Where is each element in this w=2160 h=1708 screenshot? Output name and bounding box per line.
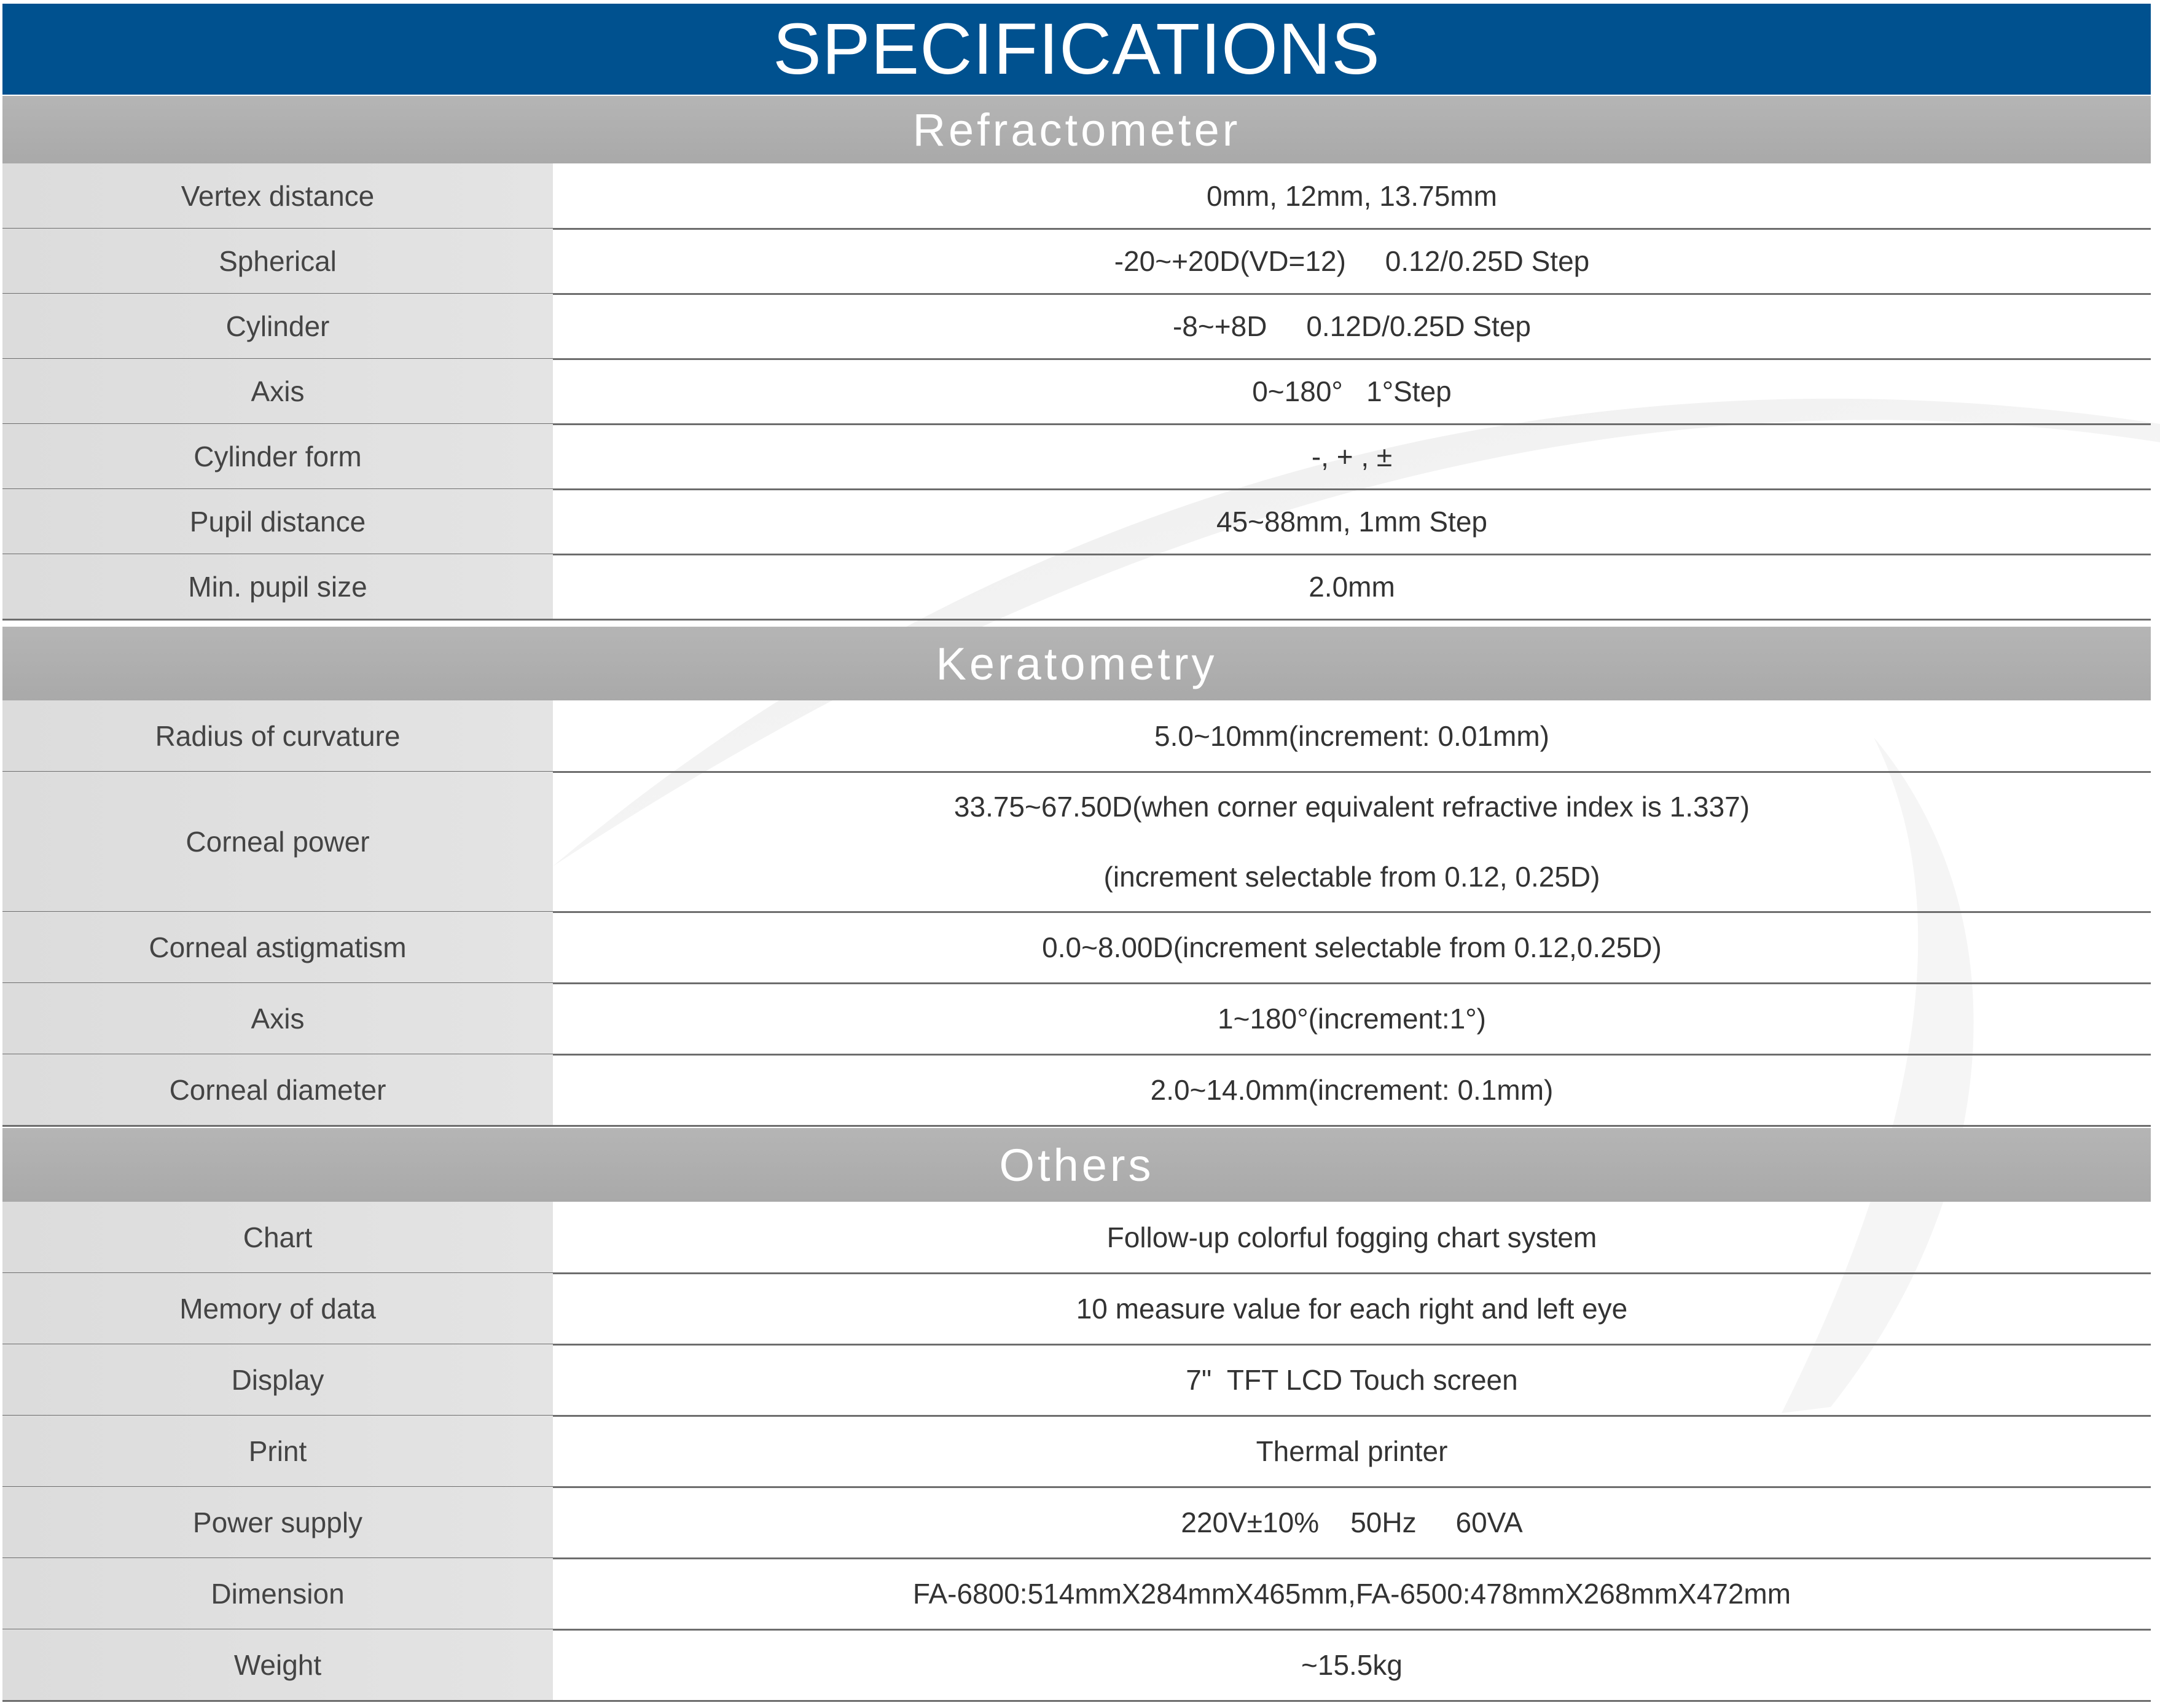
spec-value-line: 5.0~10mm(increment: 0.01mm) <box>1154 720 1549 752</box>
spec-value-line: 10 measure value for each right and left eye <box>1076 1293 1628 1325</box>
spec-row <box>2 1487 2151 1558</box>
spec-value <box>553 359 2151 424</box>
spec-row <box>2 983 2151 1054</box>
row-divider <box>2 1125 2151 1127</box>
spec-label: Memory of data <box>2 1273 553 1344</box>
spec-value-line: 2.0~14.0mm(increment: 0.1mm) <box>1150 1074 1554 1106</box>
spec-value-line: Thermal printer <box>1256 1435 1448 1467</box>
spec-value <box>553 912 2151 983</box>
spec-value <box>553 554 2151 619</box>
spec-label: Radius of curvature <box>2 700 553 772</box>
spec-label: Vertex distance <box>2 163 553 229</box>
spec-value <box>553 1054 2151 1126</box>
spec-row <box>2 1629 2151 1701</box>
spec-label: Weight <box>2 1629 553 1701</box>
spec-row <box>2 1416 2151 1487</box>
spec-value <box>553 1558 2151 1629</box>
spec-label: Corneal diameter <box>2 1054 553 1126</box>
spec-label: Corneal astigmatism <box>2 912 553 983</box>
spec-value-line: 33.75~67.50D(when corner equivalent refractive index is 1.337) <box>953 791 1750 823</box>
spec-row <box>2 554 2151 619</box>
spec-row <box>2 1054 2151 1126</box>
row-divider <box>2 619 2151 621</box>
spec-row <box>2 359 2151 424</box>
spec-row <box>2 1558 2151 1629</box>
spec-label: Axis <box>2 359 553 424</box>
spec-value <box>553 1629 2151 1701</box>
spec-label: Chart <box>2 1202 553 1273</box>
section-heading: Keratometry <box>2 627 2151 700</box>
spec-row <box>2 700 2151 772</box>
spec-value-line: 0mm, 12mm, 13.75mm <box>1207 180 1497 212</box>
spec-value <box>553 1487 2151 1558</box>
spec-row <box>2 912 2151 983</box>
spec-row <box>2 1202 2151 1273</box>
spec-value-line: 0~180° 1°Step <box>1252 375 1452 407</box>
spec-value <box>553 489 2151 554</box>
spec-value <box>553 1344 2151 1416</box>
spec-value-line: FA-6800:514mmX284mmX465mm,FA-6500:478mmX268mmX472mm <box>912 1578 1791 1610</box>
spec-label: Spherical <box>2 229 553 294</box>
spec-value-line: -8~+8D 0.12D/0.25D Step <box>1172 310 1532 342</box>
spec-value-line: 7" TFT LCD Touch screen <box>1186 1364 1518 1396</box>
spec-row <box>2 294 2151 359</box>
spec-label: Cylinder form <box>2 424 553 489</box>
spec-value <box>553 229 2151 294</box>
spec-label: Pupil distance <box>2 489 553 554</box>
spec-row <box>2 1273 2151 1344</box>
spec-value <box>553 983 2151 1054</box>
spec-value-line: 1~180°(increment:1°) <box>1218 1003 1486 1035</box>
spec-label: Power supply <box>2 1487 553 1558</box>
spec-value <box>553 424 2151 489</box>
spec-value-line: (increment selectable from 0.12, 0.25D) <box>1103 861 1600 893</box>
spec-row <box>2 424 2151 489</box>
spec-row <box>2 1344 2151 1416</box>
row-divider <box>2 1700 2151 1702</box>
section-heading: Others <box>2 1128 2151 1202</box>
section-heading: Refractometer <box>2 96 2151 163</box>
spec-value-line: -20~+20D(VD=12) 0.12/0.25D Step <box>1114 245 1590 277</box>
spec-value <box>553 1273 2151 1344</box>
spec-value <box>553 772 2151 912</box>
spec-row <box>2 772 2151 912</box>
spec-label: Dimension <box>2 1558 553 1629</box>
page-title: SPECIFICATIONS <box>2 4 2151 95</box>
spec-label: Axis <box>2 983 553 1054</box>
spec-label: Print <box>2 1416 553 1487</box>
spec-value <box>553 294 2151 359</box>
spec-value-line: 2.0mm <box>1309 571 1395 603</box>
spec-label: Cylinder <box>2 294 553 359</box>
spec-row <box>2 489 2151 554</box>
spec-value-line: -, + , ± <box>1311 441 1393 472</box>
spec-value <box>553 1416 2151 1487</box>
spec-label: Corneal power <box>2 772 553 912</box>
spec-value-line: 220V±10% 50Hz 60VA <box>1181 1506 1523 1538</box>
spec-value-line: ~15.5kg <box>1301 1649 1403 1681</box>
spec-row <box>2 163 2151 229</box>
spec-value <box>553 163 2151 229</box>
spec-value <box>553 1202 2151 1273</box>
spec-row <box>2 229 2151 294</box>
spec-label: Min. pupil size <box>2 554 553 619</box>
spec-value-line: 0.0~8.00D(increment selectable from 0.12,0.25D) <box>1042 931 1662 963</box>
spec-label: Display <box>2 1344 553 1416</box>
spec-value <box>553 700 2151 772</box>
spec-value-line: Follow-up colorful fogging chart system <box>1106 1221 1597 1253</box>
spec-value-line: 45~88mm, 1mm Step <box>1216 506 1488 538</box>
